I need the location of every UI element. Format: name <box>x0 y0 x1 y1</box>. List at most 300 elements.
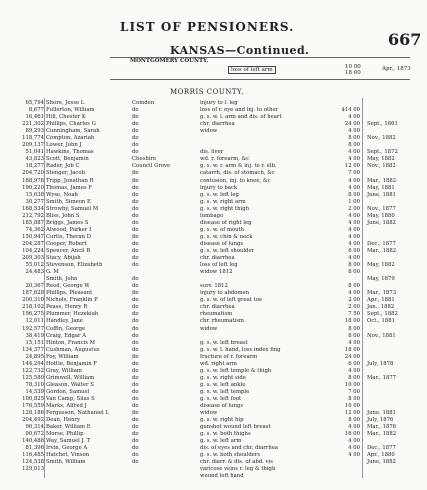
post-office: do <box>132 205 139 212</box>
certificate-number: 200,310 <box>22 297 44 304</box>
certificate-number: 43,823 <box>25 156 44 163</box>
pensioner-name: Grimwell, William <box>46 374 95 381</box>
post-office: do <box>132 417 139 424</box>
certificate-number: 204,720 <box>22 170 44 177</box>
certificate-number: 218,102 <box>22 304 44 311</box>
pensioner-name: Fullerton, William <box>46 107 95 114</box>
cause-of-pension: g. s. w. of left great toe <box>200 297 263 304</box>
cause-of-pension: g. s. w. left ankle <box>200 381 246 388</box>
date-of-original-allowance: Nov., 1882 <box>367 135 396 142</box>
date-of-original-allowance: July, 1876 <box>367 417 394 424</box>
pensioner-name: Strowby, Samuel M <box>46 205 99 212</box>
monthly-rate: 8 00 <box>348 135 360 142</box>
certificate-number: 128,186 <box>22 410 44 417</box>
certificate-number: 221,302 <box>22 121 44 128</box>
certificate-number: 168,534 <box>22 205 44 212</box>
pensioner-name: Handley, Jane <box>46 318 83 325</box>
monthly-rate: 4 00 <box>348 219 360 226</box>
cause-of-pension: g. s. w. left leg <box>200 191 239 198</box>
pensioner-name: Hinton, Francis M <box>46 339 96 346</box>
cause-of-pension: dis. of eyes and chr. diarrhea <box>200 445 279 452</box>
post-office: do <box>132 283 139 290</box>
date-of-original-allowance <box>367 234 407 241</box>
post-office: do <box>132 297 139 304</box>
monthly-rate: 7 50 <box>348 311 360 318</box>
cause-of-pension: g. s. w. l. hand, loss index fing <box>200 346 281 353</box>
date-of-original-allowance <box>367 199 407 206</box>
date-of-original-allowance: Sept., 1861 <box>367 121 398 128</box>
pensioner-name: Gray, William <box>46 367 82 374</box>
monthly-rate: 18 00 <box>344 318 360 325</box>
post-office: do <box>132 445 139 452</box>
monthly-rate: 2 00 <box>348 205 360 212</box>
certificate-number: 192,577 <box>22 325 44 332</box>
date-of-original-allowance: Sept., 1882 <box>367 311 398 318</box>
monthly-rate: 4 00 <box>348 290 360 297</box>
carry-over-bottom-rule <box>110 79 410 80</box>
certificate-number: 185,887 <box>22 219 44 226</box>
post-office: do <box>132 255 139 262</box>
post-office: do <box>132 121 139 128</box>
post-office: do <box>132 198 139 205</box>
post-office: do <box>132 135 139 142</box>
post-office: do <box>132 395 139 402</box>
post-office: do <box>132 410 139 417</box>
pensioner-name: Nichols, Franklin P <box>46 297 98 304</box>
cause-of-pension: g. s. w. left temple <box>200 388 250 395</box>
post-office <box>132 466 190 473</box>
certificate-number: 134,377 <box>22 346 44 353</box>
date-of-original-allowance: Jan., 1882 <box>367 304 395 311</box>
pensioner-name: Wyse, Noah <box>46 191 78 198</box>
monthly-rate <box>336 459 360 466</box>
pensioner-name: Smith, William <box>46 459 86 466</box>
date-of-original-allowance: May, 1880 <box>367 212 395 219</box>
post-office: do <box>132 431 139 438</box>
monthly-rate: 4 00 <box>348 233 360 240</box>
date-of-original-allowance: Nov., 1881 <box>367 332 396 339</box>
post-office: do <box>132 247 139 254</box>
monthly-rate: 4 00 <box>348 177 360 184</box>
rate-column <box>336 100 360 481</box>
monthly-rate: 8 00 <box>348 325 360 332</box>
pensioner-name: Thomas, James F <box>46 184 92 191</box>
carry-over-rate-2: 18 00 <box>345 70 361 76</box>
certificate-number: 196,275 <box>22 311 44 318</box>
monthly-rate <box>336 276 360 283</box>
cause-of-pension: g. s. w. left temple & thigh <box>200 367 272 374</box>
carry-over-rate <box>345 64 361 76</box>
monthly-rate: 12 00 <box>344 163 360 170</box>
running-title: LIST OF PENSIONERS. <box>120 20 295 34</box>
monthly-rate: 10 00 <box>344 403 360 410</box>
pensioner-name: Curtis, Theran D <box>46 233 92 240</box>
certificate-number: 14,539 <box>25 388 44 395</box>
certificate-number: 187,628 <box>22 290 44 297</box>
date-of-original-allowance <box>367 326 407 333</box>
date-of-original-allowance: June, 1882 <box>367 219 396 226</box>
date-of-original-allowance <box>367 382 407 389</box>
column-divider-1 <box>44 98 45 478</box>
pensioner-name: Briggs, James S <box>46 219 89 226</box>
cause-of-pension: g. s. w. of mouth <box>200 226 245 233</box>
post-office: do <box>132 170 139 177</box>
certificate-number: 24,483 <box>25 269 44 276</box>
certificate-number: 118,774 <box>22 135 44 142</box>
monthly-rate: 1 00 <box>348 198 360 205</box>
post-office: do <box>132 219 139 226</box>
cause-of-pension: chr. diarrhea <box>200 255 235 262</box>
date-of-original-allowance <box>367 255 407 262</box>
cause-of-pension: varicose veins r. leg & thigh <box>200 466 276 473</box>
post-office: do <box>132 149 139 156</box>
cause-of-pension: injury to l. leg <box>200 100 238 106</box>
monthly-rate: 6 00 <box>348 360 360 367</box>
certificate-number: 30,277 <box>25 198 44 205</box>
cause-of-pension: g. s. w. both shoulders <box>200 452 261 459</box>
pensioner-name: Hottle, Benjamin F <box>46 360 97 367</box>
post-office: do <box>132 424 139 431</box>
monthly-rate: 4 00 <box>348 452 360 459</box>
post-office: do <box>132 318 139 325</box>
cause-column <box>200 100 320 481</box>
column-divider-2 <box>362 98 363 478</box>
monthly-rate: 18 00 <box>344 346 360 353</box>
date-of-original-allowance: Mar., 1882 <box>367 247 397 254</box>
monthly-rate <box>336 473 360 480</box>
post-office: Comden <box>132 100 155 106</box>
cause-of-pension: injury to back <box>200 184 238 191</box>
pensioner-name: Cunningham, Sarah <box>46 128 100 135</box>
monthly-rate <box>336 100 360 107</box>
monthly-rate <box>336 466 360 473</box>
monthly-rate: 4 00 <box>348 226 360 233</box>
pensioner-name: Smith, John <box>46 276 78 283</box>
pensioner-name: Hill, Chester K <box>46 114 86 121</box>
pensioner-name: Gleason, Walter S <box>46 381 94 388</box>
monthly-rate: 7 00 <box>348 170 360 177</box>
certificate-number: 100,825 <box>22 395 44 402</box>
date-of-original-allowance: Mar., 1882 <box>367 177 397 184</box>
certificate-number: 125,580 <box>22 374 44 381</box>
monthly-rate: 4 00 <box>348 212 360 219</box>
date-of-original-allowance: Dec., 1877 <box>367 445 396 452</box>
monthly-rate: 2 00 <box>348 297 360 304</box>
post-office: do <box>132 438 139 445</box>
certificate-number: 16,461 <box>25 114 44 121</box>
pensioner-name: Spencer, Ancil B <box>46 247 91 254</box>
certificate-number: 81,396 <box>25 445 44 452</box>
cause-of-pension: lumbago <box>200 212 224 219</box>
date-of-original-allowance <box>367 396 407 403</box>
monthly-rate: 7 00 <box>348 388 360 395</box>
pensioner-name: Reed, George W <box>46 283 90 290</box>
pensioner-name: Marks, Alfred J <box>46 403 87 410</box>
date-of-original-allowance <box>367 142 407 149</box>
carry-over-rate-1: 10 00 <box>345 64 361 70</box>
cause-of-pension: rheumatism <box>200 311 233 318</box>
cause-of-pension: g. s. w. right arm <box>200 198 246 205</box>
post-office: do <box>132 360 139 367</box>
cause-of-pension: g. s. w. left shoulder <box>200 247 255 254</box>
date-of-original-allowance <box>367 283 407 290</box>
monthly-rate: 4 00 <box>348 128 360 135</box>
certificate-number: 55,012 <box>25 262 44 269</box>
post-office: do <box>132 290 139 297</box>
cause-of-pension: g. s. w. left breast <box>200 339 248 346</box>
post-office: do <box>132 233 139 240</box>
post-office: do <box>132 311 139 318</box>
certificate-number: 124,538 <box>22 459 44 466</box>
monthly-rate: 4 00 <box>348 184 360 191</box>
certificate-number: 20,367 <box>25 283 44 290</box>
pensioner-name: Compton, Azariah <box>46 135 95 142</box>
post-office: do <box>132 346 139 353</box>
post-office: do <box>132 388 139 395</box>
pensioner-name: G. M <box>46 269 59 276</box>
pensioner-name: Van Camp, Silas S <box>46 395 95 402</box>
cause-of-pension: g. s. w. right side <box>200 374 246 381</box>
certificate-number: 15,151 <box>25 339 44 346</box>
cause-of-pension: wd. right arm <box>200 360 237 367</box>
certificate-number: 90,672 <box>25 431 44 438</box>
monthly-rate: 8 00 <box>348 417 360 424</box>
carry-over-date: Apr., 1873 <box>382 66 411 72</box>
post-office: do <box>132 381 139 388</box>
cause-of-pension: wound left hand <box>200 473 244 480</box>
post-office-column <box>132 100 190 481</box>
certificate-number: 65,794 <box>25 100 44 106</box>
post-office: do <box>132 353 139 360</box>
date-of-original-allowance: Mar., 1882 <box>367 431 397 438</box>
date-of-original-allowance: Nov., 1877 <box>367 205 396 212</box>
cause-of-pension: fracture of r. forearm <box>200 353 258 360</box>
certificate-number: 212,792 <box>22 212 44 219</box>
monthly-rate: $14 00 <box>341 107 360 114</box>
certificate-number: 209,303 <box>22 255 44 262</box>
cause-of-pension: disease of lungs <box>200 403 244 410</box>
cause-of-pension <box>200 276 320 283</box>
cause-of-pension: gunshot wound left breast <box>200 424 271 431</box>
cause-of-pension: g. s. w. right hip <box>200 417 244 424</box>
pensioner-name: Tripp, Jonathan R <box>46 177 94 184</box>
pensioner-name: Fergusson, Nathaniel L <box>46 410 109 417</box>
date-of-original-allowance <box>367 438 407 445</box>
post-office: do <box>132 128 139 135</box>
monthly-rate: 24 00 <box>344 353 360 360</box>
date-of-original-allowance: June, 1882 <box>367 459 396 466</box>
pensioner-name: Shore, Jesse L <box>46 100 85 106</box>
monthly-rate: 8 00 <box>348 262 360 269</box>
monthly-rate: 8 00 <box>348 142 360 149</box>
certificate-number: 204,287 <box>22 240 44 247</box>
cause-of-pension: g. s. w. chin & neck <box>200 233 253 240</box>
monthly-rate: 8 00 <box>348 269 360 276</box>
date-of-original-allowance: May, 1882 <box>367 262 395 269</box>
post-office: do <box>132 452 139 459</box>
monthly-rate: 4 00 <box>348 424 360 431</box>
post-office: do <box>132 262 139 269</box>
carry-over-injury: loss of left arm <box>228 66 276 74</box>
post-office: do <box>132 276 139 283</box>
pensioner-name: Craig, Edgar A <box>46 332 87 339</box>
date-of-original-allowance: May, 1881 <box>367 184 395 191</box>
pensioner-name: Cushman, Augustus <box>46 346 100 353</box>
pensioner-name: Dean, Henry <box>46 417 81 424</box>
monthly-rate: 4 00 <box>348 367 360 374</box>
date-of-original-allowance <box>367 170 407 177</box>
cause-of-pension: widow 1812 <box>200 269 233 276</box>
post-office: do <box>132 367 139 374</box>
date-of-original-allowance <box>367 100 407 107</box>
pensioner-name: Phillips, Charles G <box>46 121 96 128</box>
cause-of-pension: loss of r. eye and inj. to other <box>200 107 279 114</box>
certificate-number: 122,732 <box>22 367 44 374</box>
date-of-original-allowance <box>367 128 407 135</box>
pensioner-name: Baker, William E <box>46 424 91 431</box>
certificate-number: 150,947 <box>22 233 44 240</box>
date-of-original-allowance: June, 1881 <box>367 410 396 417</box>
monthly-rate: 8 00 <box>348 332 360 339</box>
monthly-rate: 4 00 <box>348 149 360 156</box>
certificate-number: 104,224 <box>22 247 44 254</box>
post-office: do <box>132 107 139 114</box>
pensioner-name: Irvin, George A <box>46 445 88 452</box>
date-of-original-allowance <box>367 389 407 396</box>
pensioner-name <box>46 473 128 480</box>
post-office: do <box>132 339 139 346</box>
certificate-number: 12,011 <box>25 318 44 325</box>
pensioner-name: Stevenson, Elizabeth <box>46 262 103 269</box>
date-of-original-allowance: Mar., 1873 <box>367 290 397 297</box>
pensioner-name: Hawkins, Thomas <box>46 149 94 156</box>
cause-of-pension: contusion, inj. to knee, &c <box>200 177 271 184</box>
monthly-rate: 4 00 <box>348 114 360 121</box>
monthly-rate: 4 00 <box>348 339 360 346</box>
date-of-original-allowance: May, 1882 <box>367 156 395 163</box>
cause-of-pension <box>200 333 320 340</box>
pensioner-name: Bliss, John S <box>46 212 80 219</box>
cause-of-pension: chr. diarrhea <box>200 121 235 128</box>
name-column <box>46 100 128 481</box>
pensioner-name: Atwood, Parker I <box>46 226 92 233</box>
monthly-rate: 8 00 <box>348 395 360 402</box>
monthly-rate: 8 00 <box>348 283 360 290</box>
pensioner-name: Scott, Benjamin <box>46 156 89 163</box>
monthly-rate: 4 00 <box>348 156 360 163</box>
certificate-number <box>8 276 44 283</box>
certificate-number: 51,041 <box>25 149 44 156</box>
pensioner-name: Phillips, Pleasant <box>46 290 93 297</box>
monthly-rate: 10 00 <box>344 381 360 388</box>
post-office: do <box>132 240 139 247</box>
post-office: do <box>132 226 139 233</box>
cause-of-pension: disease of right leg <box>200 219 252 226</box>
date-of-original-allowance: Sept., 1872 <box>367 149 398 156</box>
certificate-number <box>8 473 44 480</box>
post-office: do <box>132 212 139 219</box>
cause-of-pension: g. s. w. left arm <box>200 438 242 445</box>
date-of-original-allowance: Mar., 1877 <box>367 374 397 381</box>
date-of-original-allowance <box>367 354 407 361</box>
cause-of-pension: g. s. w. r. arm & inj. to r. elb. <box>200 163 277 170</box>
monthly-rate: 4 00 <box>348 240 360 247</box>
date-of-original-allowance <box>367 473 407 480</box>
pensioner-name: Coffin, George <box>46 325 86 332</box>
post-office <box>132 269 190 276</box>
pensioner-name: Cooper, Robert <box>46 240 87 247</box>
certificate-column <box>8 100 44 481</box>
certificate-number: 209,137 <box>22 142 44 149</box>
date-of-original-allowance: Apr., 1881 <box>367 297 395 304</box>
certificate-number: 129,013 <box>22 466 44 473</box>
post-office: do <box>132 142 139 149</box>
cause-of-pension: chr. diarr. & dis. of abd. vis <box>200 459 273 466</box>
monthly-rate: 16 00 <box>344 431 360 438</box>
post-office: Cheshire <box>132 156 157 163</box>
post-office: do <box>132 459 139 466</box>
date-of-original-allowance <box>367 368 407 375</box>
monthly-rate: 8 00 <box>348 191 360 198</box>
post-office: Council Grove <box>132 163 171 170</box>
date-column <box>367 100 407 481</box>
pensioner-name: Smith, Simeon E <box>46 198 91 205</box>
certificate-number: 8,677 <box>28 107 44 114</box>
cause-of-pension: widow <box>200 410 218 417</box>
date-of-original-allowance: Mar., 1876 <box>367 424 397 431</box>
cause-of-pension: surv. 1812 <box>200 283 228 290</box>
cause-of-pension: chr. rheumatism <box>200 318 244 325</box>
state-heading: KANSAS—Continued. <box>170 44 310 57</box>
certificate-number: 24,895 <box>25 353 44 360</box>
cause-of-pension: wd. r. forearm, &c <box>200 156 250 163</box>
date-of-original-allowance <box>367 403 407 410</box>
pensioner-name: Stacy, Abijah <box>46 255 81 262</box>
pensioner-name: Foy, William <box>46 353 79 360</box>
monthly-rate: 4 00 <box>348 438 360 445</box>
certificate-number: 78,310 <box>25 381 44 388</box>
pensioner-name <box>46 466 128 473</box>
certificate-number: 188,978 <box>22 177 44 184</box>
cause-of-pension: loss of left leg <box>200 262 238 269</box>
cause-of-pension: injury to abdomen <box>200 290 250 297</box>
monthly-rate: 24 00 <box>344 121 360 128</box>
monthly-rate: 12 00 <box>344 410 360 417</box>
certificate-number: 204,492 <box>22 417 44 424</box>
page-number: 667 <box>388 30 422 49</box>
pensioner-name: Stenger, Jacob <box>46 170 85 177</box>
pensioner-name: Pease, Henry R <box>46 304 88 311</box>
cause-of-pension <box>200 142 320 149</box>
cause-of-pension: chr. diarrhea <box>200 304 235 311</box>
date-of-original-allowance <box>367 227 407 234</box>
post-office <box>132 473 190 480</box>
monthly-rate: 8 00 <box>348 374 360 381</box>
pensioner-name: Way, Samuel J. T <box>46 438 91 445</box>
monthly-rate: 6 00 <box>348 247 360 254</box>
pensioner-name: Morse, Phillip <box>46 431 84 438</box>
pensioner-name: Lower, John J <box>46 142 82 149</box>
certificate-number: 96,314 <box>25 424 44 431</box>
cause-of-pension: g. s. w. left foot <box>200 395 242 402</box>
post-office: do <box>132 325 139 332</box>
certificate-number: 116,485 <box>22 452 44 459</box>
certificate-number: 176,559 <box>22 403 44 410</box>
pensioner-name: Rader, Job C <box>46 163 80 170</box>
carry-over-county: MONTGOMERY COUNTY. <box>130 58 209 64</box>
cause-of-pension: widow <box>200 325 218 332</box>
monthly-rate: 4 00 <box>348 255 360 262</box>
